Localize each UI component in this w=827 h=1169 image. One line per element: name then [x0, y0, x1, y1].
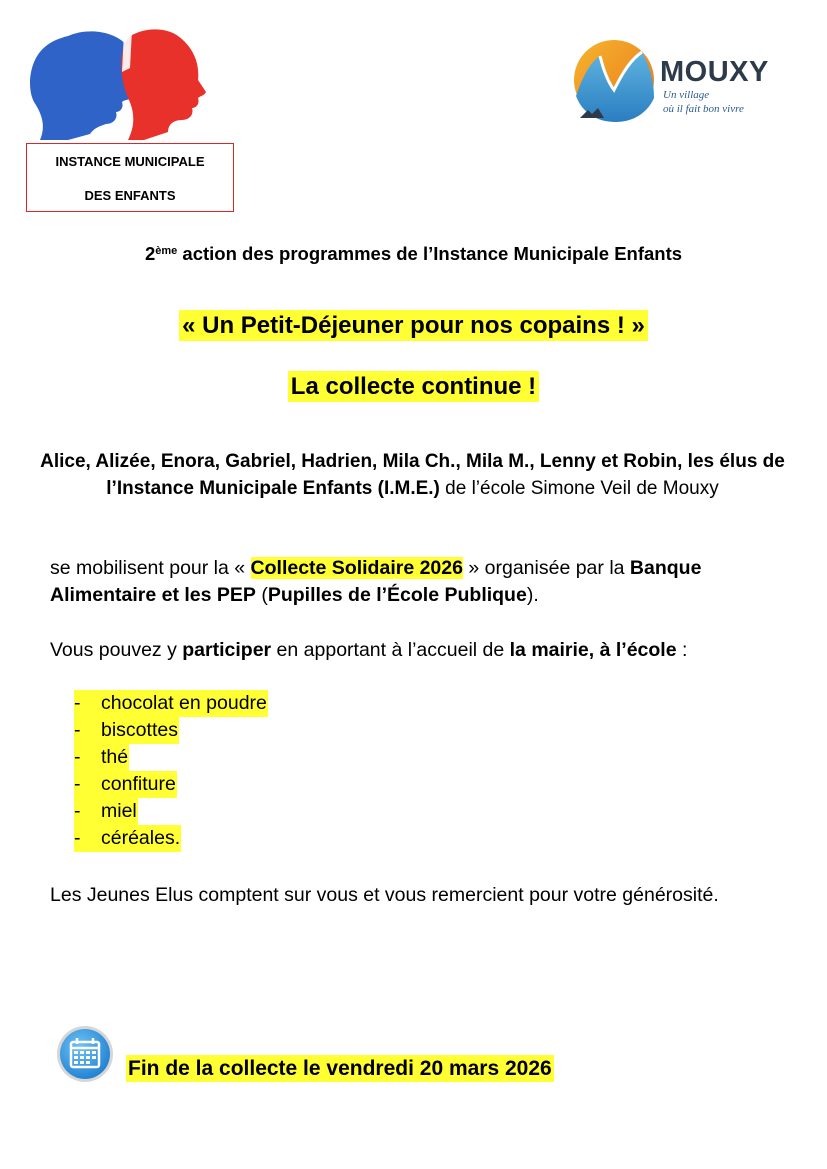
list-item: - miel	[74, 798, 268, 825]
mouxy-tagline-1: Un village	[663, 89, 710, 101]
mouxy-tagline-2: où il fait bon vivre	[663, 103, 744, 115]
program-subtitle: 2ème action des programmes de l’Instance Municipale Enfants	[144, 243, 683, 264]
list-item: - chocolat en poudre	[74, 690, 268, 717]
red-profile-silhouette	[121, 29, 206, 140]
collect-end-date: Fin de la collecte le vendredi 20 mars 2026	[128, 1057, 552, 1080]
calendar-icon	[56, 1025, 114, 1083]
blue-profile-silhouette	[30, 31, 134, 140]
thanks-paragraph: Les Jeunes Elus comptent sur vous et vous remercient pour votre générosité.	[50, 884, 719, 906]
collect-continues-title: La collecte continue !	[0, 373, 827, 401]
list-item: - thé	[74, 744, 268, 771]
ime-title-line2: DES ENFANTS	[84, 188, 176, 203]
ime-title-box	[26, 143, 234, 212]
participate-paragraph: Vous pouvez y participer en apportant à l’accueil de la mairie, à l’école :	[50, 639, 688, 661]
elected-children-paragraph: Alice, Alizée, Enora, Gabriel, Hadrien, Mila Ch., Mila M., Lenny et Robin, les élus de l’Instance Municipale Enfants (I.M.E.) de l’école Simone Veil de Mouxy	[40, 451, 785, 499]
donation-items-list	[74, 690, 268, 852]
list-item: - confiture	[74, 771, 268, 798]
ime-title-line1: INSTANCE MUNICIPALE	[55, 154, 205, 169]
mouxy-name: MOUXY	[660, 56, 769, 88]
list-item: - céréales.	[74, 825, 268, 852]
ime-logo	[28, 28, 218, 146]
main-title: « Un Petit-Déjeuner pour nos copains ! »	[0, 312, 827, 340]
list-item: - biscottes	[74, 717, 268, 744]
collect-paragraph: se mobilisent pour la « Collecte Solidaire 2026 » organisée par la Banque Alimentaire et les PEP (Pupilles de l’École Publique).	[50, 557, 702, 606]
